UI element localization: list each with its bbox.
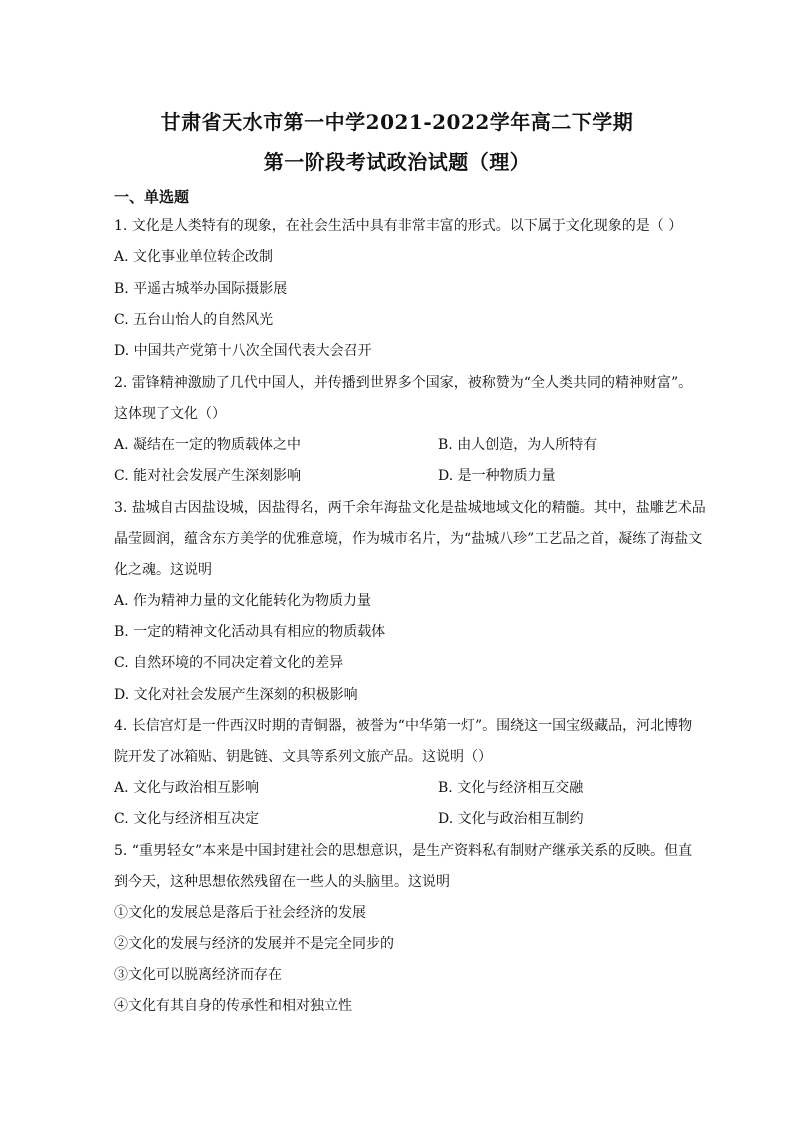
q4-option-b: B. 文化与经济相互交融 bbox=[438, 780, 584, 796]
exam-title-line2: 第一阶段考试政治试题（理） bbox=[263, 150, 531, 174]
q4-stem-line2: 院开发了冰箱贴、钥匙链、文具等系列文旅产品。这说明（） bbox=[114, 749, 492, 765]
q1-option-c: C. 五台山怡人的自然风光 bbox=[114, 312, 274, 328]
q2-stem-line2: 这体现了文化（） bbox=[114, 406, 226, 422]
q4-option-a: A. 文化与政治相互影响 bbox=[114, 780, 260, 796]
q1-stem: 1. 文化是人类特有的现象，在社会生活中具有非常丰富的形式。以下属于文化现象的是（ ） bbox=[114, 218, 683, 234]
q3-option-c: C. 自然环境的不同决定着文化的差异 bbox=[114, 655, 344, 671]
q5-option-3: ③文化可以脱离经济而存在 bbox=[114, 967, 282, 983]
q1-option-b: B. 平遥古城举办国际摄影展 bbox=[114, 281, 288, 297]
q2-option-a: A. 凝结在一定的物质载体之中 bbox=[114, 437, 302, 453]
q3-stem-line1: 3. 盐城自古因盐设城，因盐得名，两千余年海盐文化是盐城地域文化的精髓。其中，盐雕艺术品 bbox=[114, 500, 706, 516]
q1-option-a: A. 文化事业单位转企改制 bbox=[114, 249, 274, 265]
q5-option-2: ②文化的发展与经济的发展并不是完全同步的 bbox=[114, 936, 394, 952]
q1-option-d: D. 中国共产党第十八次全国代表大会召开 bbox=[114, 343, 372, 359]
q4-option-c: C. 文化与经济相互决定 bbox=[114, 811, 260, 827]
q2-option-c: C. 能对社会发展产生深刻影响 bbox=[114, 468, 302, 484]
q2-option-b: B. 由人创造，为人所特有 bbox=[438, 437, 598, 453]
q3-option-b: B. 一定的精神文化活动具有相应的物质载体 bbox=[114, 624, 386, 640]
q3-stem-line3: 化之魂。这说明 bbox=[114, 562, 212, 578]
q3-option-a: A. 作为精神力量的文化能转化为物质力量 bbox=[114, 593, 372, 609]
q5-option-1: ①文化的发展总是落后于社会经济的发展 bbox=[114, 905, 366, 921]
q3-option-d: D. 文化对社会发展产生深刻的积极影响 bbox=[114, 687, 358, 703]
section-heading: 一、单选题 bbox=[114, 188, 190, 206]
q5-stem-line1: 5. “重男轻女”本来是中国封建社会的思想意识，是生产资料私有制财产继承关系的反映。但直 bbox=[114, 843, 693, 859]
q3-stem-line2: 晶莹圆润，蕴含东方美学的优雅意境，作为城市名片，为“盐城八珍”工艺品之首，凝练了海盐文 bbox=[114, 531, 703, 547]
q5-option-4: ④文化有其自身的传承性和相对独立性 bbox=[114, 998, 352, 1014]
q5-stem-line2: 到今天，这种思想依然残留在一些人的头脑里。这说明 bbox=[114, 874, 450, 890]
q2-option-d: D. 是一种物质力量 bbox=[438, 468, 556, 484]
q4-option-d: D. 文化与政治相互制约 bbox=[438, 811, 584, 827]
q4-stem-line1: 4. 长信宫灯是一件西汉时期的青铜器，被誉为“中华第一灯”。围绕这一国宝级藏品，河北博物 bbox=[114, 718, 693, 734]
q2-stem-line1: 2. 雷锋精神激励了几代中国人，并传播到世界多个国家，被称赞为“全人类共同的精神财富”。 bbox=[114, 375, 693, 391]
exam-title-line1: 甘肃省天水市第一中学2021-2022学年高二下学期 bbox=[160, 110, 634, 134]
